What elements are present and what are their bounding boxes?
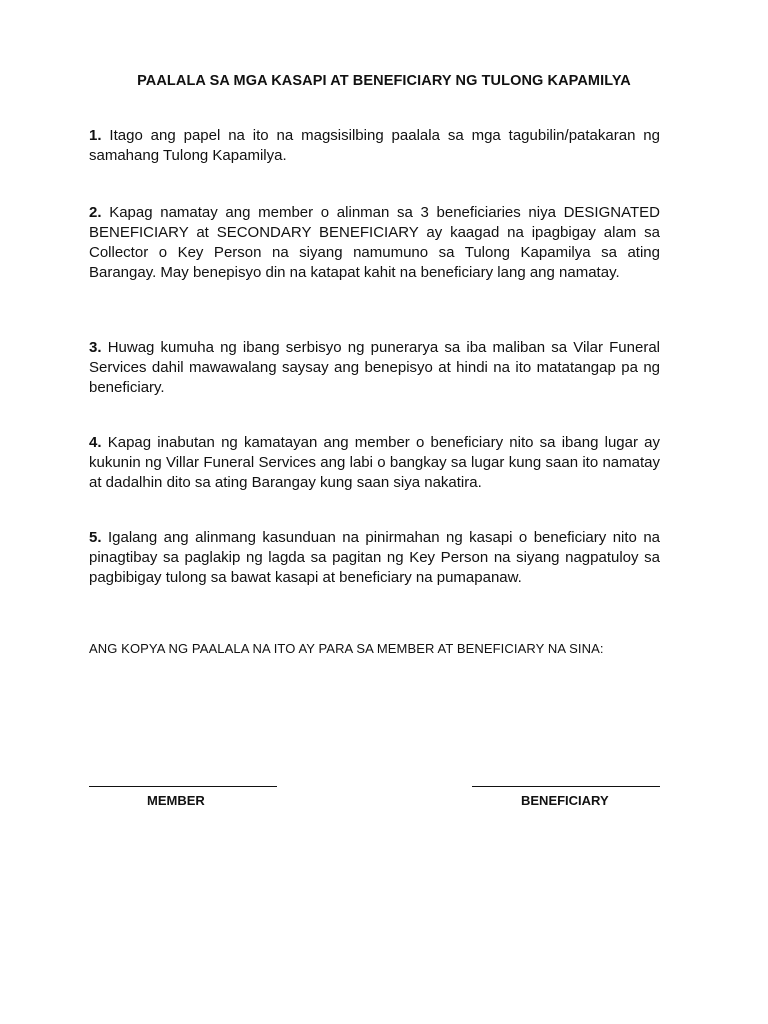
item-text: Igalang ang alinmang kasunduan na pinirmahan ng kasapi o beneficiary nito na pinagtibay sa paglakip ng lagda sa pagitan ng Key Person na siyang nagpatuloy sa pagbibigay tulong sa bawat kasapi at beneficiary na pumapanaw. bbox=[89, 529, 660, 586]
item-text: Itago ang papel na ito na magsisilbing paalala sa mga tagubilin/patakaran ng samahang Tulong Kapamilya. bbox=[89, 127, 660, 164]
item-number: 4. bbox=[89, 434, 102, 451]
reminder-item-4 bbox=[89, 433, 660, 493]
reminder-item-3 bbox=[89, 338, 660, 398]
member-label: MEMBER bbox=[147, 793, 205, 808]
member-signature-line bbox=[89, 770, 277, 787]
beneficiary-label: BENEFICIARY bbox=[521, 793, 609, 808]
beneficiary-signature-block bbox=[472, 770, 660, 808]
item-number: 2. bbox=[89, 204, 102, 221]
item-number: 1. bbox=[89, 127, 102, 144]
reminder-item-5 bbox=[89, 528, 660, 588]
copy-note: ANG KOPYA NG PAALALA NA ITO AY PARA SA MEMBER AT BENEFICIARY NA SINA: bbox=[89, 641, 604, 656]
item-text: Kapag inabutan ng kamatayan ang member o beneficiary nito sa ibang lugar ay kukunin ng Villar Funeral Services ang labi o bangkay sa lugar kung saan ito namatay at dadalhin dito sa ating Barangay kung saan siya nakatira. bbox=[89, 434, 661, 491]
item-text: Kapag namatay ang member o alinman sa 3 beneficiaries niya DESIGNATED BENEFICIARY at SECONDARY BENEFICIARY ay kaagad na ipagbigay alam sa Collector o Key Person na siyang namumuno sa Tulong Kapamilya sa ating Barangay. May benepisyo din na katapat kahit na beneficiary lang ang namatay. bbox=[89, 204, 660, 281]
beneficiary-signature-line bbox=[472, 770, 660, 787]
document-title: PAALALA SA MGA KASAPI AT BENEFICIARY NG TULONG KAPAMILYA bbox=[137, 73, 631, 89]
item-number: 5. bbox=[89, 529, 102, 546]
reminder-item-1 bbox=[89, 126, 660, 166]
item-number: 3. bbox=[89, 339, 102, 356]
member-signature-block bbox=[89, 770, 277, 808]
item-text: Huwag kumuha ng ibang serbisyo ng punerarya sa iba maliban sa Vilar Funeral Services dahil mawawalang saysay ang benepisyo at hindi na ito matatangap pa ng beneficiary. bbox=[89, 339, 660, 396]
reminder-item-2 bbox=[89, 203, 660, 283]
